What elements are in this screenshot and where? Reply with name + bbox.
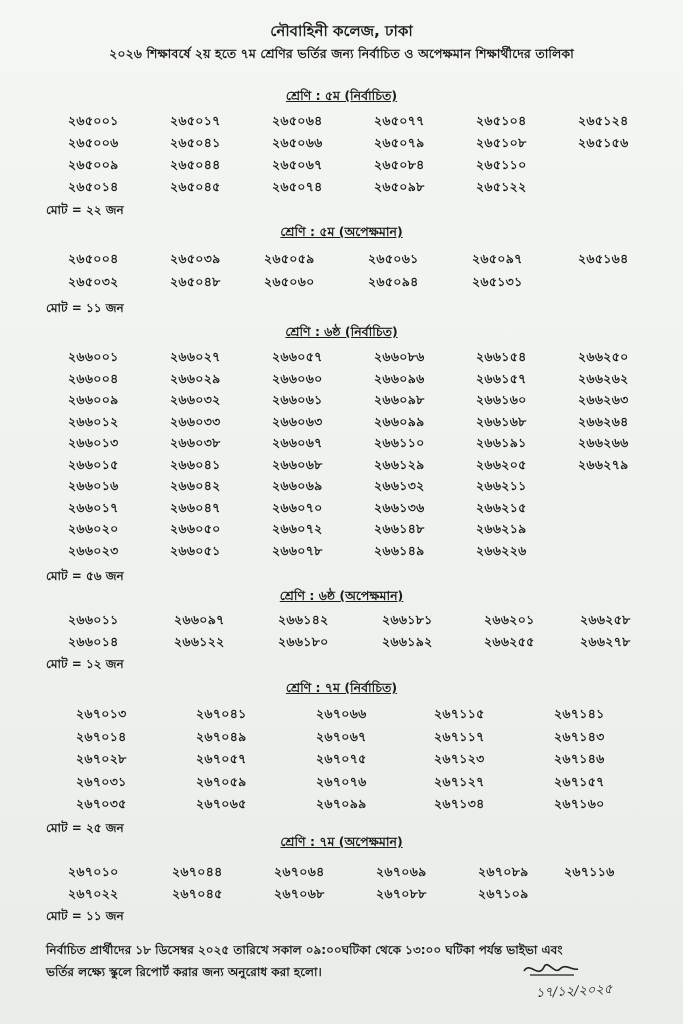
- roll-number: ২৬৬০৬৯: [272, 478, 323, 493]
- roll-number: ২৬৭০১৪: [76, 728, 127, 744]
- roll-number: ২৬৬০১৭: [68, 499, 119, 515]
- roll-number: ২৬৬০১২: [68, 413, 119, 429]
- roll-number: ২৬৬০৩৩: [170, 413, 221, 429]
- roll-number: ২৬৬১৩২: [374, 478, 425, 493]
- section-heading: শ্রেণি : ৭ম (অপেক্ষমান): [280, 834, 403, 849]
- section-heading: শ্রেণি : ৫ম (নির্বাচিত): [285, 88, 398, 103]
- roll-number: ২৬৬০৯৬: [374, 370, 425, 386]
- roll-number: ২৬৬২১১: [476, 478, 527, 493]
- roll-number: ২৬৭০৮৮: [376, 886, 427, 901]
- roll-number: ২৬৬০৬৩: [272, 413, 323, 429]
- section-heading: শ্রেণি : ৬ষ্ঠ (নির্বাচিত): [285, 324, 398, 339]
- roll-number: ২৬৭০৮৯: [478, 864, 529, 879]
- roll-number: ২৬৬০৫৭: [272, 349, 323, 364]
- roll-number: ২৬৫০৮৪: [374, 157, 425, 172]
- roll-number: ২৬৫০৬১: [368, 251, 419, 266]
- roll-number: ২৬৫০৬০: [264, 274, 315, 289]
- roll-number: ২৬৫০৩৯: [170, 251, 221, 266]
- roll-number: ২৬৭০৪১: [196, 706, 247, 721]
- footer-line: ভর্তির লক্ষ্যে স্কুলে রিপোর্ট করার জন্য অনুরোধ করা হলো।: [46, 965, 322, 979]
- roll-number: ২৬৬০৫১: [170, 542, 221, 558]
- roll-number: ২৬৭১৬০: [554, 796, 605, 811]
- roll-number: ২৬৭১৫৭: [554, 773, 605, 789]
- section-total: মোট = ২৫ জন: [46, 821, 124, 835]
- roll-number: ২৬৫১৩১: [472, 274, 523, 289]
- roll-number: ২৬৬১৮১: [382, 612, 433, 627]
- roll-number: ২৬৫১২৪: [578, 113, 629, 128]
- roll-number: ২৬৬০৪৭: [170, 499, 221, 515]
- footer-line: নির্বাচিত প্রার্থীদের ১৮ ডিসেম্বর ২০২৫ তারিখে সকাল ০৯:০০ঘটিকা থেকে ১৩:০০ ঘটিকা পর্যন্ত ভাইভা এবং: [46, 943, 563, 957]
- roll-number: ২৬৫১৬৪: [578, 251, 629, 266]
- roll-number: ২৬৬২৬৩: [578, 392, 629, 407]
- roll-number: ২৬৬০১৪: [68, 634, 119, 649]
- roll-number: ২৬৬২৫০: [578, 349, 629, 364]
- roll-number: ২৬৬০২৩: [68, 542, 119, 558]
- roll-number: ২৬৬২৬৬: [578, 435, 629, 450]
- roll-number: ২৬৭০৬৪: [274, 864, 325, 879]
- section-total: মোট = ২২ জন: [46, 203, 124, 217]
- roll-number: ২৬৬০২৯: [170, 370, 221, 386]
- section-total: মোট = ১১ জন: [46, 301, 124, 315]
- roll-number: ২৬৬০৯৯: [374, 413, 425, 429]
- roll-number: ২৬৫০৪৪: [170, 157, 221, 172]
- roll-number: ২৬৬০১৩: [68, 435, 119, 450]
- section-heading: শ্রেণি : ৬ষ্ঠ (অপেক্ষমান): [279, 588, 404, 603]
- roll-number: ২৬৫০৬৪: [272, 113, 323, 128]
- roll-number: ২৬৭০৬৭: [316, 728, 367, 744]
- roll-number: ২৬৫০৪১: [170, 135, 221, 150]
- roll-number: ২৬৫০৯৮: [374, 179, 425, 194]
- roll-number: ২৬৬২৭৮: [580, 634, 631, 649]
- roll-number: ২৬৭০৬৫: [196, 796, 247, 811]
- roll-number: ২৬৭০৬৮: [274, 886, 325, 901]
- roll-number: ২৬৭১৪৬: [554, 751, 605, 766]
- roll-number: ২৬৫০৫৯: [264, 251, 315, 266]
- roll-number: ২৬৭০২২: [68, 886, 119, 901]
- roll-number: ২৬৬২২৬: [476, 542, 527, 558]
- roll-number: ২৬৬০৮৬: [374, 349, 425, 364]
- roll-number: ২৬৫০৬৬: [272, 135, 323, 150]
- roll-number: ২৬৬২১৫: [476, 499, 527, 515]
- roll-number: ২৬৬০৬৭: [272, 435, 323, 450]
- roll-number: ২৬৫০৪৮: [170, 274, 221, 289]
- roll-number: ২৬৬১৯২: [382, 634, 433, 649]
- roll-number: ২৬৭০৪৪: [172, 864, 223, 879]
- roll-number: ২৬৬০০১: [68, 349, 119, 364]
- roll-number: ২৬৬১৪৮: [374, 521, 425, 536]
- roll-number: ২৬৭০৯৯: [316, 796, 367, 811]
- roll-number: ২৬৭০৩১: [76, 773, 127, 789]
- roll-number: ২৬৬০১৬: [68, 478, 119, 493]
- signature-date: ১৭/১২/২০২৫: [535, 982, 613, 1001]
- roll-number: ২৬৬১২২: [174, 634, 225, 649]
- roll-number: ২৬৭১২৭: [434, 773, 485, 789]
- roll-number: ২৬৫০৯৭: [472, 251, 523, 266]
- roll-number: ২৬৬২৫৫: [484, 634, 535, 649]
- roll-number: ২৬৭১১৫: [434, 706, 485, 721]
- roll-number: ২৬৭০৭৫: [316, 751, 367, 766]
- roll-number: ২৬৬১২৯: [374, 456, 425, 472]
- document-subtitle: ২০২৬ শিক্ষাবর্ষে ২য় হতে ৭ম শ্রেণির ভর্তির জন্য নির্বাচিত ও অপেক্ষমান শিক্ষার্থীদের তালিকা: [109, 46, 574, 61]
- roll-number: ২৬৭০৪৫: [172, 886, 223, 901]
- institution-title: নৌবাহিনী কলেজ, ঢাকা: [270, 22, 413, 40]
- roll-number: ২৬৬১৬০: [476, 392, 527, 407]
- roll-number: ২৬৬২১৯: [476, 521, 527, 536]
- roll-number: ২৬৬০৩২: [170, 392, 221, 407]
- roll-number: ২৬৫০০৬: [68, 135, 119, 150]
- roll-number: ২৬৫০৯৪: [368, 274, 419, 289]
- roll-number: ২৬৬১৫৭: [476, 370, 527, 386]
- roll-number: ২৬৭০১০: [68, 864, 119, 879]
- section-total: মোট = ১২ জন: [46, 657, 124, 671]
- roll-number: ২৬৭০৩৫: [76, 796, 127, 811]
- roll-number: ২৬৬১১০: [374, 435, 425, 450]
- roll-number: ২৬৫০৬৭: [272, 157, 323, 172]
- roll-number: ২৬৬০৪১: [170, 456, 221, 472]
- roll-number: ২৬৬০১১: [68, 612, 119, 627]
- section-total: মোট = ১১ জন: [46, 909, 124, 923]
- roll-number: ২৬৭১২৩: [434, 751, 485, 766]
- roll-number: ২৬৫১০৪: [476, 113, 527, 128]
- roll-number: ২৬৬০১৫: [68, 456, 119, 472]
- roll-number: ২৬৬২৫৮: [580, 612, 631, 627]
- roll-number: ২৬৭০৪৯: [196, 728, 247, 744]
- roll-number: ২৬৬১৪২: [278, 612, 329, 627]
- roll-number: ২৬৫০৭৭: [374, 113, 425, 128]
- roll-number: ২৬৬১৯১: [476, 435, 527, 450]
- roll-number: ২৬৬১৮০: [278, 634, 329, 649]
- roll-number: ২৬৬২০১: [484, 612, 535, 627]
- section-heading: শ্রেণি : ৭ম (নির্বাচিত): [285, 680, 398, 695]
- roll-number: ২৬৫০০৯: [68, 157, 119, 172]
- roll-number: ২৬৫০০১: [68, 113, 119, 128]
- roll-number: ২৬৬১৪৯: [374, 542, 425, 558]
- roll-number: ২৬৫০০৪: [68, 251, 119, 266]
- roll-number: ২৬৭১৩৪: [434, 796, 485, 811]
- roll-number: ২৬৭০৫৯: [196, 773, 247, 789]
- roll-number: ২৬৫০১৭: [170, 113, 221, 128]
- roll-number: ২৬৫০১৪: [68, 179, 119, 194]
- roll-number: ২৬৭১০৯: [478, 886, 529, 901]
- roll-number: ২৬৫১২২: [476, 179, 527, 194]
- roll-number: ২৬৫০৭৪: [272, 179, 323, 194]
- roll-number: ২৬৬০৪২: [170, 478, 221, 493]
- roll-number: ২৬৭১১৭: [434, 728, 485, 744]
- roll-number: ২৬৫০৭৯: [374, 135, 425, 150]
- roll-number: ২৬৬২৬২: [578, 370, 629, 386]
- roll-number: ২৬৭০২৮: [76, 751, 127, 766]
- roll-number: ২৬৬২০৫: [476, 456, 527, 472]
- roll-number: ২৬৬০৯৮: [374, 392, 425, 407]
- roll-number: ২৬৬০৭৮: [272, 542, 323, 558]
- roll-number: ২৬৫০৪৫: [170, 179, 221, 194]
- roll-number: ২৬৬০৭০: [272, 499, 323, 515]
- roll-number: ২৬৬০২০: [68, 521, 119, 536]
- roll-number: ২৬৭১১৬: [564, 864, 615, 879]
- roll-number: ২৬৬১৩৬: [374, 499, 425, 515]
- roll-number: ২৬৬১৫৪: [476, 349, 527, 364]
- roll-number: ২৬৬০৯৭: [174, 612, 225, 627]
- roll-number: ২৬৫০৩২: [68, 274, 119, 289]
- roll-number: ২৬৫১১০: [476, 157, 527, 172]
- roll-number: ২৬৬০৫০: [170, 521, 221, 536]
- roll-number: ২৬৭০৬৬: [316, 706, 367, 721]
- roll-number: ২৬৬১৬৮: [476, 413, 527, 429]
- roll-number: ২৬৬০৩৮: [170, 435, 221, 450]
- roll-number: ২৬৬০২৭: [170, 349, 221, 364]
- section-heading: শ্রেণি : ৫ম (অপেক্ষমান): [280, 224, 403, 239]
- roll-number: ২৬৬০৭২: [272, 521, 323, 536]
- roll-number: ২৬৭১৪৩: [554, 728, 605, 744]
- roll-number: ২৬৬০৬৮: [272, 456, 323, 472]
- roll-number: ২৬৬২৬৪: [578, 413, 629, 429]
- roll-number: ২৬৭০৬৯: [376, 864, 427, 879]
- roll-number: ২৬৬২৭৯: [578, 456, 629, 472]
- roll-number: ২৬৬০০৯: [68, 392, 119, 407]
- roll-number: ২৬৫১৫৬: [578, 135, 629, 150]
- roll-number: ২৬৭০৫৭: [196, 751, 247, 766]
- roll-number: ২৬৫১০৮: [476, 135, 527, 150]
- roll-number: ২৬৭১৪১: [554, 706, 605, 721]
- roll-number: ২৬৬০০৪: [68, 370, 119, 386]
- roll-number: ২৬৬০৬০: [272, 370, 323, 386]
- roll-number: ২৬৭০৭৬: [316, 773, 367, 789]
- roll-number: ২৬৭০১৩: [76, 706, 127, 721]
- section-total: মোট = ৫৬ জন: [46, 569, 124, 583]
- roll-number: ২৬৬০৬১: [272, 392, 323, 407]
